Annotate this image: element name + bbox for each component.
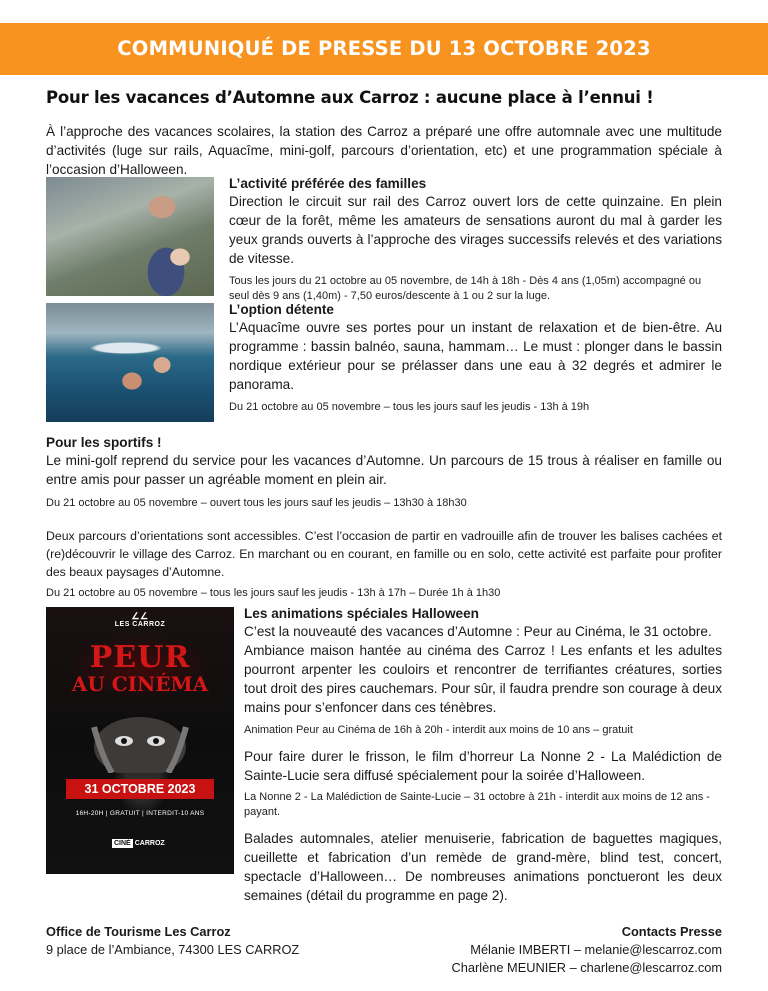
poster-cine-logo: CINÉ CARROZ: [114, 840, 165, 847]
relax-text: L’Aquacîme ouvre ses portes pour un instant de relaxation et de bien-être. Au programme : bassin balnéo, sauna, hammam… Le must : plonger dans le bassin nordique extérieur pour se prélasser dans une eau à 32 degrés et admirer le panorama.: [229, 320, 722, 392]
halloween-poster: [46, 607, 234, 874]
footer-office: [46, 923, 299, 959]
families-heading: L’activité préférée des familles: [229, 176, 427, 191]
office-name: Office de Tourisme Les Carroz: [46, 924, 231, 939]
families-text: Direction le circuit sur rail des Carroz ouvert lors de cette quinzaine. En plein cœur de la forêt, même les amateurs de sensations auront du mal à garder les yeux grands ouverts à l’approche des virages successifs relevés et des variations de vitesse.: [229, 194, 722, 266]
halloween-lead: C’est la nouveauté des vacances d’Automne : Peur au Cinéma, le 31 octobre.: [244, 624, 712, 639]
families-section: [229, 176, 722, 304]
relax-heading: L’option détente: [229, 302, 334, 317]
halloween-heading: Les animations spéciales Halloween: [244, 606, 479, 621]
contacts-title: Contacts Presse: [621, 924, 722, 939]
poster-date: 31 OCTOBRE 2023: [66, 779, 214, 799]
contact-melanie[interactable]: Mélanie IMBERTI – melanie@lescarroz.com: [470, 942, 722, 957]
sport-section: [46, 435, 722, 601]
halloween-section: [244, 606, 722, 905]
scared-face-image: [82, 707, 198, 773]
relax-info: Du 21 octobre au 05 novembre – tous les jours sauf les jeudis - 13h à 19h: [229, 401, 590, 413]
animations-text: Balades automnales, atelier menuiserie, fabrication de baguettes magiques, cueillette et fabrication d’un remède de grand-mère, blind test, concert, spectacle d’Halloween… De nombreuses animations ponctueront les deux semaines (détail du programme en page 2).: [244, 831, 722, 903]
nonne-info: La Nonne 2 - La Malédiction de Sainte-Lucie – 31 octobre à 21h - interdit aux moins de 12 ans - payant.: [244, 791, 710, 818]
footer-contacts: [452, 923, 722, 977]
press-release-banner: COMMUNIQUÉ DE PRESSE DU 13 OCTOBRE 2023: [0, 23, 768, 75]
sport-info: Du 21 octobre au 05 novembre – ouvert tous les jours sauf les jeudis – 13h30 à 18h30: [46, 497, 467, 509]
halloween-info: Animation Peur au Cinéma de 16h à 20h - interdit aux moins de 10 ans – gratuit: [244, 724, 633, 736]
orientation-text: Deux parcours d’orientations sont accessibles. C’est l’occasion de partir en vadrouille afin de trouver les balises cachées et (re)découvrir le village des Carroz. En marchant ou en courant, en famille ou en solo, cette activité est parfaite pour profiter des beaux paysages d’Automne.: [46, 529, 722, 579]
poster-logo: ∠∠ LES CARROZ: [114, 611, 166, 628]
halloween-text: Ambiance maison hantée au cinéma des Carroz ! Les enfants et les adultes pourront arpenter les couloirs et rencontrer de terrifiantes créatures, sorties tout droit des pires cauchemars. Pour sûr, il faudra prendre son courage à deux mains pour s’enfoncer dans ces ténèbres.: [244, 643, 722, 715]
sport-heading: Pour les sportifs !: [46, 435, 162, 450]
spa-pool-photo: [46, 303, 214, 422]
relax-section: [229, 302, 722, 415]
family-luge-photo: [46, 177, 214, 296]
orientation-info: Du 21 octobre au 05 novembre – tous les jours sauf les jeudis - 13h à 17h – Durée 1h à 1h30: [46, 587, 501, 599]
poster-info: 16H-20H | GRATUIT | INTERDIT-10 ANS: [75, 810, 205, 817]
poster-title: PEUR AU CINÉMA: [71, 640, 209, 696]
page-title: Pour les vacances d’Automne aux Carroz : aucune place à l’ennui !: [46, 88, 654, 107]
families-info: Tous les jours du 21 octobre au 05 novembre, de 14h à 18h - Dès 4 ans (1,05m) accompagné ou seul dès 9 ans (1,40m) - 7,50 euros/descente à 1 ou 2 sur la luge.: [229, 275, 702, 302]
intro-paragraph: À l’approche des vacances scolaires, la station des Carroz a préparé une offre automnale avec une multitude d’activités (luge sur rails, Aquacîme, mini-golf, parcours d’orientation, etc) et une programmation spéciale à l’occasion d’Halloween.: [46, 124, 722, 177]
nonne-text: Pour faire durer le frisson, le film d’horreur La Nonne 2 - La Malédiction de Sainte-Lucie sera diffusé spécialement pour la soirée d’Halloween.: [244, 749, 722, 783]
contact-charlene[interactable]: Charlène MEUNIER – charlene@lescarroz.com: [451, 960, 722, 975]
office-address: 9 place de l’Ambiance, 74300 LES CARROZ: [46, 942, 300, 957]
sport-text: Le mini-golf reprend du service pour les vacances d’Automne. Un parcours de 15 trous à réaliser en famille ou entre amis pour passer un agréable moment en plein air.: [46, 453, 722, 487]
